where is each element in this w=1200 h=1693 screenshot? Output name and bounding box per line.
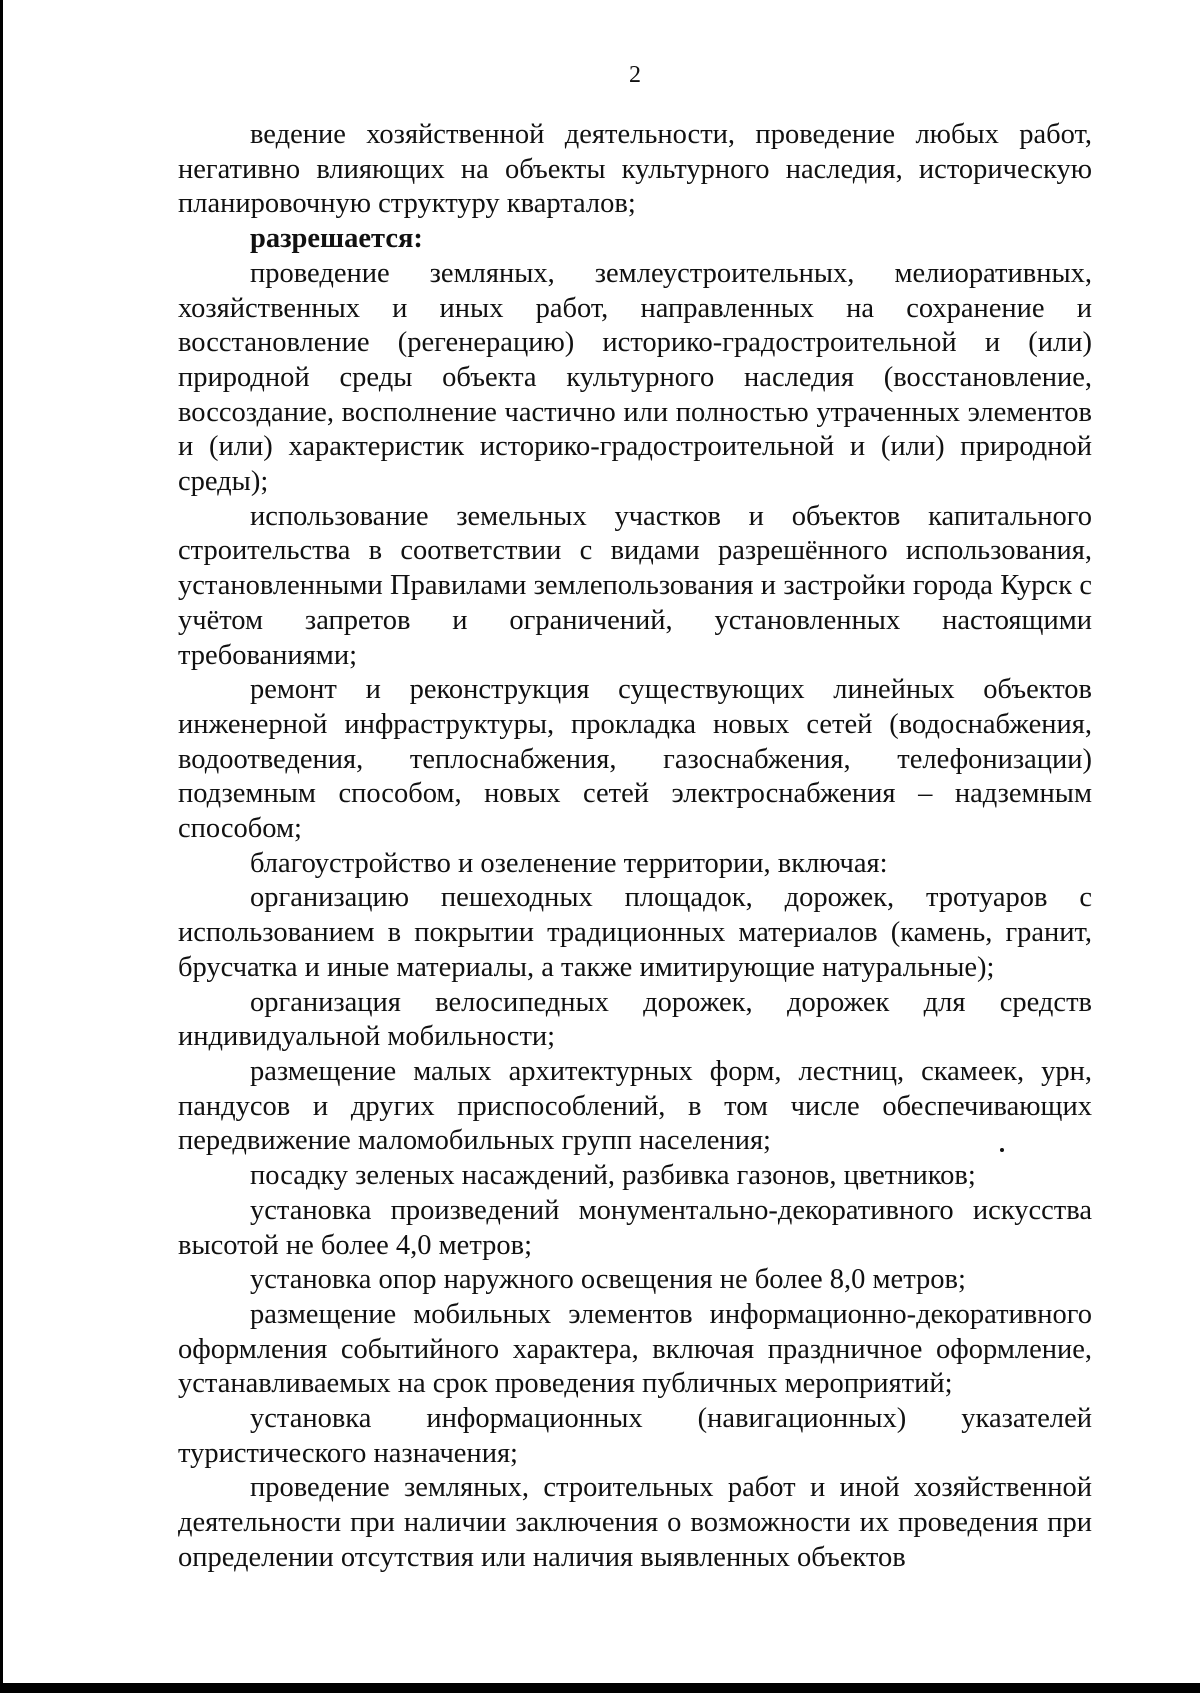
- paragraph-infrastructure: ремонт и реконструкция существующих линейных объектов инженерной инфраструктуры, прокладка новых сетей (водоснабжения, водоотведения, теплоснабжения, газоснабжения, телефонизации) подземным способом, новых сетей электроснабжения – надземным способом;: [178, 674, 1092, 845]
- paragraph-bike-paths: организация велосипедных дорожек, дорожек для средств индивидуальной мобильности;: [178, 986, 1092, 1053]
- paragraph-small-architecture: размещение малых архитектурных форм, лестниц, скамеек, урн, пандусов и других приспособлений, в том числе обеспечивающих передвижение маломобильных групп населения;: [178, 1055, 1092, 1157]
- scan-left-border: [0, 0, 3, 1693]
- paragraph-land-use: использование земельных участков и объектов капитального строительства в соответствии с видами разрешённого использования, установленными Правилами землепользования и застройки города Курск с учётом запретов и ограничений, установленных настоящими требованиями;: [178, 500, 1092, 671]
- paragraph-tourist-signs: установка информационных (навигационных) указателей туристического назначения;: [178, 1403, 1092, 1469]
- paragraph-event-decor: размещение мобильных элементов информационно-декоративного оформления событийного характера, включая праздничное оформление, устанавливаемых на срок проведения публичных мероприятий;: [178, 1298, 1092, 1400]
- document-body: [178, 118, 1092, 1576]
- paragraph-planting: посадку зеленых насаждений, разбивка газонов, цветников;: [250, 1160, 976, 1192]
- paragraph-construction-works: проведение земляных, строительных работ и иной хозяйственной деятельности при наличии заключения о возможности их проведения при определении отсутствия или наличия выявленных объектов: [178, 1472, 1092, 1573]
- paragraph-earthworks: проведение земляных, землеустроительных, мелиоративных, хозяйственных и иных работ, направленных на сохранение и восстановление (регенерацию) историко-градостроительной и (или) природной среды объекта культурного наследия (восстановление, воссоздание, восполнение частично или полностью утраченных элементов и (или) характеристик историко-градостроительной и (или) природной среды);: [178, 257, 1092, 498]
- scan-speck: [1000, 1148, 1004, 1152]
- paragraph-monumental-art: установка произведений монументально-декоративного искусства высотой не более 4,0 метров;: [178, 1194, 1092, 1261]
- paragraph-landscaping: благоустройство и озеленение территории, включая:: [250, 847, 888, 879]
- paragraph-pedestrian-areas: организацию пешеходных площадок, дорожек, тротуаров с использованием в покрытии традиционных материалов (камень, гранит, брусчатка и иные материалы, а также имитирующие натуральные);: [178, 882, 1092, 983]
- scan-bottom-border: [0, 1683, 1200, 1693]
- paragraph-prohibition-end: ведение хозяйственной деятельности, проведение любых работ, негативно влияющих на объекты культурного наследия, историческую планировочную структуру кварталов;: [178, 119, 1092, 220]
- paragraph-lighting: установка опор наружного освещения не более 8,0 метров;: [250, 1264, 966, 1296]
- section-heading-allowed: разрешается:: [250, 223, 423, 255]
- page-number: 2: [629, 62, 641, 88]
